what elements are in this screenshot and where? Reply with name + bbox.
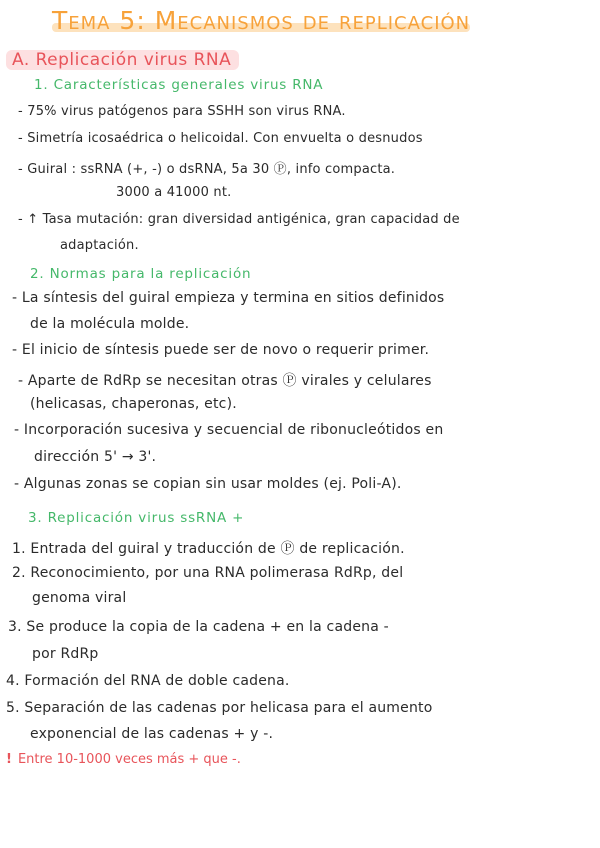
text-line: - La síntesis del guiral empieza y termina en sitios definidos bbox=[12, 290, 445, 306]
text-line: 3000 a 41000 nt. bbox=[116, 185, 232, 200]
text-line: (helicasas, chaperonas, etc). bbox=[30, 396, 237, 412]
subheading-2: 2. Normas para la replicación bbox=[30, 266, 252, 282]
text-line: - Algunas zonas se copian sin usar moldes (ej. Poli-A). bbox=[14, 476, 402, 492]
subheading-1: 1. Características generales virus RNA bbox=[34, 77, 324, 93]
text-line: - Incorporación sucesiva y secuencial de ribonucleótidos en bbox=[14, 422, 444, 438]
section-a-heading: A. Replicación virus RNA bbox=[6, 50, 239, 70]
text-line: - 75% virus patógenos para SSHH son virus RNA. bbox=[18, 104, 346, 119]
title-text: Tema 5: Mecanismos de replicación bbox=[52, 6, 471, 35]
text-line: 4. Formación del RNA de doble cadena. bbox=[6, 673, 290, 689]
warning-text: Entre 10-1000 veces más + que -. bbox=[17, 752, 241, 767]
text-line: - Aparte de RdRp se necesitan otras Ⓟ virales y celulares bbox=[18, 373, 432, 389]
text-line: dirección 5' → 3'. bbox=[34, 449, 157, 465]
text-line: exponencial de las cadenas + y -. bbox=[30, 726, 274, 742]
page-title bbox=[52, 6, 470, 35]
exclamation-icon: ! bbox=[6, 752, 12, 767]
text-line: por RdRp bbox=[32, 646, 99, 662]
text-line: 3. Se produce la copia de la cadena + en la cadena - bbox=[8, 619, 389, 635]
text-line: - El inicio de síntesis puede ser de novo o requerir primer. bbox=[12, 342, 430, 358]
warning-note bbox=[6, 752, 241, 767]
text-line: - Guiral : ssRNA (+, -) o dsRNA, 5a 30 Ⓟ, info compacta. bbox=[18, 162, 396, 177]
text-line: - Simetría icosaédrica o helicoidal. Con envuelta o desnudos bbox=[18, 131, 423, 146]
text-line: 1. Entrada del guiral y traducción de Ⓟ de replicación. bbox=[12, 541, 405, 557]
text-line: adaptación. bbox=[60, 238, 139, 253]
text-line: 5. Separación de las cadenas por helicasa para el aumento bbox=[6, 700, 433, 716]
text-line: - ↑ Tasa mutación: gran diversidad antigénica, gran capacidad de bbox=[18, 212, 460, 227]
text-line: de la molécula molde. bbox=[30, 316, 190, 332]
subheading-3: 3. Replicación virus ssRNA + bbox=[28, 510, 245, 526]
text-line: 2. Reconocimiento, por una RNA polimerasa RdRp, del bbox=[12, 565, 404, 581]
text-line: genoma viral bbox=[32, 590, 127, 606]
